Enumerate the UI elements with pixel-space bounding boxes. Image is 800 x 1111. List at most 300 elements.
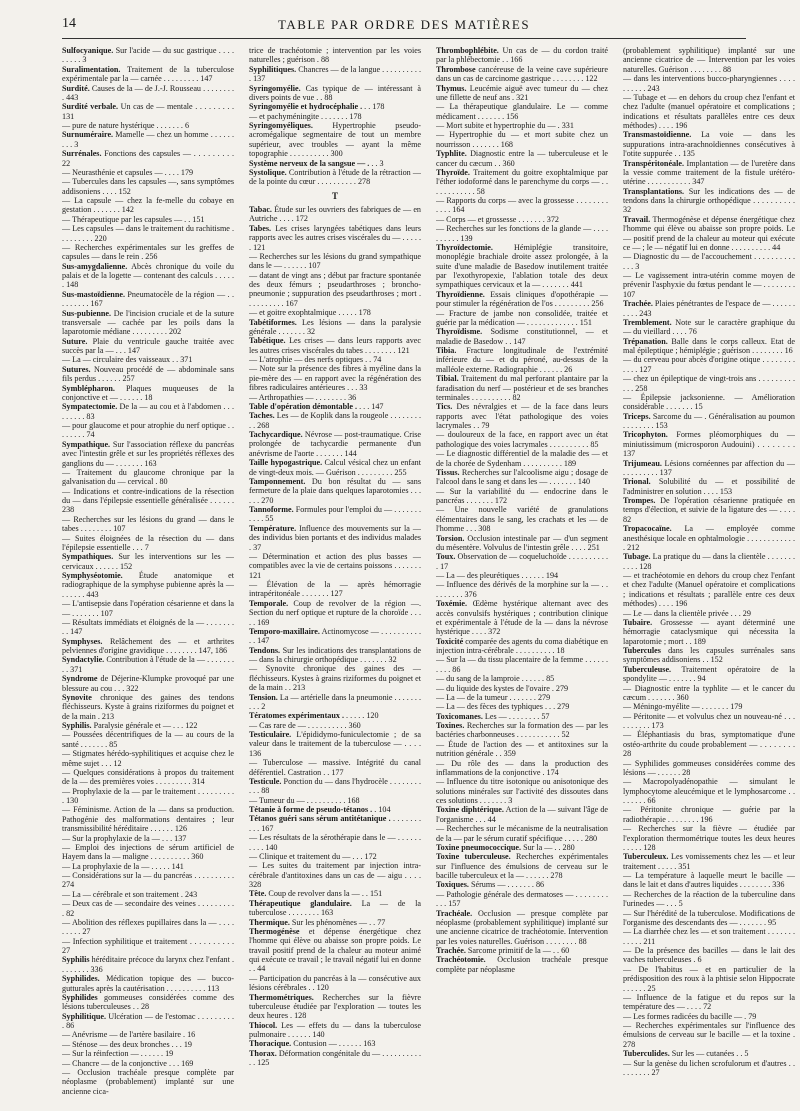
- index-entry: — La — de la tumeur . . . . . . . 279: [436, 692, 551, 702]
- entry-text: Influence des mouvements sur la — des individus bien portants et des individus malades . 37: [249, 523, 421, 552]
- index-entry: [436, 168, 608, 196]
- entry-text: Traitement du mal perforant plantaire par la faradisation du nerf — postérieur et de ses branches terminales . . . . . . . . . . 82: [436, 374, 608, 402]
- index-entry: [62, 384, 234, 403]
- index-entry: [436, 805, 608, 824]
- index-entry: — Les formes radicées du bacille — . 79: [623, 1011, 757, 1021]
- index-entry: [62, 402, 234, 421]
- entry-headword: Syphilitique.: [62, 1011, 107, 1021]
- entry-headword: Thyroïdienne.: [436, 289, 485, 299]
- index-entry: — Recherches sur le mécanisme de la neutralisation de la — par le sérum curatif spécifique . . . . . 280: [436, 824, 608, 843]
- entry-headword: Tension.: [249, 692, 278, 702]
- entry-text: Cas typique de — intéressant à divers points de vue . . 88: [249, 83, 421, 102]
- index-entry: [249, 477, 421, 505]
- entry-text: Essais cliniques d'opothérapie — pour stimuler la régénération de l'os . . . . . . . . . 256: [436, 289, 608, 309]
- index-entry: — Influence du titre isotonique ou anisotonique des solutions minérales sur l'activité des dissoutes dans ces solutions . . . . . . . 3: [436, 777, 608, 805]
- index-entry: — Le diagnostic différentiel de la maladie des — et de la chorée de Sydenham . . . . . . . . . . 189: [436, 449, 608, 468]
- index-entry: [249, 1049, 421, 1068]
- entry-text: La — de la tuberculose . . . . . . . . 163: [249, 898, 421, 918]
- entry-headword: Tabac.: [249, 205, 272, 214]
- index-entry: [249, 814, 421, 833]
- index-entry: — Du rôle des — dans la production des inflammations de la conjonctive . 174: [436, 758, 608, 777]
- entry-headword: Tubage.: [623, 552, 651, 562]
- index-entry: — L'antisepsie dans l'opération césarienne et dans la — . . . . . . . 107: [62, 599, 234, 618]
- index-entry: [623, 459, 795, 478]
- entry-text: dans les capsules surrénales sans symptômes addisoniens . . 152: [623, 646, 795, 665]
- entry-headword: Toxine pneumococcique.: [436, 842, 522, 852]
- entry-text: La voie — dans les suppurations intra-arachnoïdiennes consécutives à l'otite suppurée . . 135: [623, 130, 795, 159]
- entry-text: Traitement de la tuberculose expérimentale par la — carnée . . . . . . . . . 147: [62, 64, 234, 84]
- entry-headword: Trachée.: [436, 946, 466, 955]
- entry-headword: Toxicomanes.: [436, 711, 483, 721]
- index-entry: — Recherches sur les fonctions de la glande — . . . . . . . . . . 139: [436, 224, 608, 243]
- entry-headword: Trachéotomie.: [436, 955, 486, 965]
- index-entry: — La — des fèces des typhiques . . . 279: [436, 702, 570, 712]
- index-entry: — et trachéotomie en dehors du croup chez l'enfant et chez l'adulte (Manuel opératoire et complications ; indications et résultats ; parallèle entre ces deux méthodes) . . . . 196: [623, 571, 795, 609]
- entry-text: Les crises laryngées tabétiques dans leurs rapports avec les autres crises viscérales du — . . . . . . 121: [249, 223, 421, 252]
- index-entry: [249, 102, 421, 111]
- entry-text: L'épididymo-funiculectomie ; de sa valeur dans le traitement de la tuberculose — . . . . 136: [249, 730, 421, 758]
- entry-headword: Symphyséotomie.: [62, 571, 123, 580]
- entry-text: Étude sur les ouvriers des fabriques de — en Autriche . . . . 172: [249, 205, 421, 224]
- index-entry: [62, 84, 234, 103]
- index-entry: — L'atrophie — des nerfs optiques . . 74: [249, 355, 382, 364]
- index-entry: — Poussées décentrifiques de la — au cours de la santé . . . . . . . 85: [62, 730, 234, 749]
- entry-headword: Sus-mastoïdienne.: [62, 289, 125, 299]
- entry-text: Sur les indications des — de tendons dans la chirurgie orthopédique . . . . . . . . . . 32: [623, 186, 795, 215]
- index-entry: [436, 843, 608, 852]
- index-entry: [249, 599, 421, 627]
- index-entry: — Deux cas de — secondaire des veines . . . . . . . . . . 82: [62, 899, 234, 918]
- entry-text: Plaques muqueuses de la conjonctive et — . . . . . . 18: [62, 383, 234, 402]
- index-entry: — Mort subite et hypertrophie du — . 331: [436, 121, 574, 130]
- index-entry: [249, 1021, 421, 1040]
- entry-headword: Thyroïdectomie.: [436, 242, 493, 252]
- entry-headword: Syphilides.: [62, 974, 100, 984]
- index-entry: — La — des pleurétiques . . . . . . 194: [436, 571, 559, 580]
- index-entry: — Influence des dérivés de la morphine sur la — . . . . . . . . . 376: [436, 580, 608, 599]
- index-entry: [623, 318, 795, 337]
- index-entry: — La — cérébrale et son traitement . 243: [62, 889, 198, 899]
- entry-headword: Trijumeau.: [623, 458, 662, 468]
- entry-headword: Travail.: [623, 214, 651, 224]
- index-entry: — Le — dans la clientèle privée . . . 29: [623, 608, 751, 618]
- index-entry: — Tubercules dans les capsules —, sans symptômes addisoniens . . . . 152: [62, 177, 234, 196]
- entry-text: Pneumatocèle de la région — . . . . . . . . . 167: [62, 289, 234, 309]
- index-entry: — Stigmates hérédo-syphilitiques et acquise chez le même sujet . . . 12: [62, 749, 234, 768]
- index-entry: — Résultats immédiats et éloignés de la — . . . . . . . . . 147: [62, 617, 234, 637]
- entry-headword: Sympathique.: [62, 439, 111, 449]
- entry-headword: Transmastoïdienne.: [623, 130, 692, 140]
- index-entry: — La diarrhée chez les — et son traitement . . . . . . . . . . . . 211: [623, 927, 795, 946]
- entry-headword: Thoracique.: [249, 1039, 292, 1049]
- index-entry: — pour glaucome et pour atrophie du nerf optique . . . . . . . . 74: [62, 421, 234, 440]
- entry-text: Grossesse — ayant déterminé une hémorragie cataclysmique qui nécessita la laparotomie ; mort . . 189: [623, 617, 795, 646]
- entry-headword: Tissus.: [436, 467, 460, 477]
- entry-text: Névrose — post-traumatique. Crise prolongée de tachycardie permanente d'un anévrisme de l'aorte . . . . . . . 144: [249, 430, 421, 458]
- entry-headword: Trachéale.: [436, 908, 473, 918]
- entry-headword: Tabétique.: [249, 336, 286, 346]
- entry-text: De la — au cou et à l'abdomen . . . . . . . . . 83: [62, 402, 234, 421]
- index-entry: — et pachyméningite . . . . . . . 178: [249, 111, 362, 121]
- page-title: TABLE PAR ORDRE DES MATIÈRES: [277, 17, 531, 32]
- entry-headword: Tachycardique.: [249, 430, 303, 439]
- index-entry: [623, 618, 795, 646]
- index-entry: — Synovite chronique des gaines des — fléchisseurs. Kystes à grains riziformes du poignet et de la main . . 213: [249, 664, 421, 693]
- index-entry: — Élévation de la — après hémorragie intrapéritonéale . . . . . . . 127: [249, 580, 421, 599]
- entry-text: Note sur le caractère graphique du — du vieillard . . . . 76: [623, 317, 795, 337]
- index-entry: — Clinique et traitement du — . . . 172: [249, 851, 377, 861]
- entry-text: Implantation — de l'uretère dans la vessie comme traitement de la fistule urétéro-utérine . . . . . . . . . . . 347: [623, 158, 795, 187]
- entry-text: Plaie du ventricule gauche traitée avec succès par la — . . . 147: [62, 336, 234, 355]
- entry-headword: Syndactylie.: [62, 655, 105, 665]
- entry-text: Causes de la — de J.-J. Rousseau . . . . . . . . . 443: [62, 83, 234, 102]
- entry-headword: Thyroïdisme.: [436, 327, 483, 337]
- entry-text: Paralysie générale et — . . . 122: [91, 721, 198, 730]
- entry-text: Médication topique des — bucco-gutturales après la cautérisation . . . . . . . . . . 113: [62, 974, 234, 993]
- entry-headword: Thermométriques.: [249, 992, 314, 1002]
- index-entry: [249, 927, 421, 974]
- index-entry: [62, 262, 234, 290]
- entry-text: Les — . . . . . . . . 57: [482, 711, 550, 721]
- index-entry: — Recherches sur les lésions du grand sympathique dans le — . . . . . . 107: [249, 251, 421, 271]
- index-entry: — Éléphantiasis du bras, symptomatique d'une ostéo-arthrite du coude probablement — . . . . . . . . 28: [623, 730, 795, 759]
- entry-text: Du bon résultat du — sans fermeture de la plaie dans quelques laparotomies . . . . . . 270: [249, 476, 421, 505]
- index-entry: — chez un épileptique de vingt-trois ans . . . . . . . . . . . . 258: [623, 374, 795, 393]
- index-entry: [249, 336, 421, 355]
- entry-headword: Tabétiformes.: [249, 317, 297, 327]
- entry-text: Les crises — dans leurs rapports avec les autres crises viscérales du tabes . . . . . . . . 121: [249, 336, 421, 355]
- entry-text: Des névralgies et — de la face dans leurs rapports avec l'état pathologique des voies lacrymales . . 79: [436, 402, 608, 430]
- entry-headword: Toux.: [436, 552, 456, 562]
- index-entry: [62, 974, 234, 993]
- index-entry: [249, 646, 421, 665]
- index-entry: — Recherches expérimentales sur les greffes de capsules — dans le rein . 256: [62, 242, 234, 262]
- index-entry: [436, 346, 608, 374]
- index-entry: [249, 224, 421, 252]
- index-entry: [436, 721, 608, 740]
- entry-headword: Syndrome: [62, 674, 98, 684]
- index-entry: — Fracture de jambe non consolidée, traitée et guérie par la médication — . . . . . . . . . . . . . 151: [436, 308, 608, 327]
- index-entry: — Occlusion trachéale presque complète par néoplasme (probablement) implanté sur une ancienne cica-: [62, 1067, 234, 1096]
- entry-text: Traitement du goitre exophtalmique par l'éther iodoformé dans le parenchyme du corps — . . . . . . . . . . . . 58: [436, 167, 608, 196]
- entry-text: Coup de revolver dans la — . . 151: [266, 889, 383, 899]
- index-entry: [62, 721, 234, 730]
- index-entry: — Considérations sur la — du pancréas . . . . . . . . . . 274: [62, 871, 234, 890]
- index-entry: — De la présence des bacilles — dans le lait des vaches tuberculeuses . 6: [623, 946, 795, 965]
- index-entry: — La capsule — chez la fe-melle du cobaye en gestation . . . . . . . 142: [62, 196, 234, 215]
- entry-headword: Triceps.: [623, 411, 651, 421]
- entry-text: Sur l'acide — du suc gastrique . . . . . . . . . 3: [62, 46, 234, 65]
- entry-text: La — employée comme anesthésique locale en ophtalmologie . . . . . . . . . . . . . 212: [623, 524, 795, 552]
- entry-text: De l'incision cruciale et de la suture transversale — cachée par les poils dans la laparotomie médiane . . . . . . . . . 202: [62, 308, 234, 337]
- entry-text: Déformation congénitale du — . . . . . . . . . . . . 125: [249, 1048, 421, 1068]
- index-column-4: [623, 46, 795, 1101]
- entry-text: De l'opération césarienne pratiquée en temps d'élection, et suivie de la ligature des — . . . . 82: [623, 496, 795, 524]
- index-entry: — Arthropathies — . . . . . . . . 36: [249, 392, 357, 402]
- entry-text: cancéreuse de la veine cave supérieure dans un cas de carcinome gastrique . . . . . . . . 122: [436, 64, 608, 84]
- entry-headword: Thymus.: [436, 83, 467, 93]
- entry-text: Balle dans le corps calleux. Etat de mal épileptique ; hémiplégie ; guérison . . . . . . . . 16: [623, 336, 795, 355]
- entry-text: Fonctions des capsules — . . . . . . . . . 22: [62, 149, 234, 168]
- entry-text: Les — de Koplik dans la rougeole . . . . . . . . . . 268: [249, 411, 421, 430]
- entry-headword: Thermique.: [249, 917, 290, 927]
- entry-text: Traitement opératoire de la spondylite — . . . . . . . 94: [623, 664, 795, 684]
- entry-headword: Trompes.: [623, 496, 656, 505]
- entry-headword: Tamponnement.: [249, 476, 306, 486]
- index-entry: [436, 534, 608, 553]
- entry-text: comparée des agents du coma diabétique en injection intra-cérébrale . . . . . . . . . . 18: [436, 636, 608, 655]
- index-entry: [62, 674, 234, 693]
- index-entry: [623, 552, 795, 571]
- index-entry: [249, 524, 421, 552]
- index-entry: — Sur l'hérédité de la tuberculose. Modifications de l'organisme des descendants des — . . . . . . . 95: [623, 908, 795, 927]
- index-entry: [623, 299, 795, 318]
- entry-text: Abcès chronique du voile du palais et de la logette — contenant des calculs . . . . . . 148: [62, 261, 234, 290]
- entry-headword: Tendons.: [249, 645, 281, 655]
- index-entry: trice de trachéotomie ; intervention par les voies naturelles ; guérison . 88: [249, 46, 421, 65]
- entry-headword: Taille hypogastrique.: [249, 458, 323, 468]
- entry-text: Occlusion — presque complète par néoplasme (probablement syphilitique) implanté sur une ancienne cicatrice de trachéotomie. Intervention par les voies naturelles. Guérison . . . . . . . . 88: [436, 908, 608, 946]
- entry-text: Chancres — de la langue . . . . . . . . . . . 137: [249, 64, 421, 84]
- entry-headword: Tétanos guéri sans sérum antitétanique .: [249, 814, 391, 824]
- entry-headword: Toxine diphtérique.: [436, 805, 504, 815]
- index-entry: — Sur la variabilité du — endocrine dans le pancréas . . . . . . . 172: [436, 486, 608, 505]
- entry-text: héréditaire précoce du larynx chez l'enfant . . . . . . . . 336: [62, 955, 234, 974]
- entry-headword: Toxiques.: [436, 880, 469, 890]
- index-entry: — Prophylaxie de la — par le traitement . . . . . . . . . . 130: [62, 786, 234, 805]
- entry-headword: Tubaire.: [623, 617, 653, 627]
- entry-headword: Tuberculides.: [623, 1049, 670, 1059]
- index-entry: [249, 777, 421, 796]
- index-entry: [62, 102, 234, 121]
- index-entry: [249, 505, 421, 524]
- index-entry: — Recherches expérimentales sur l'influence des émulsions de cerveau sur le bacille — et la toxine . 278: [623, 1021, 795, 1049]
- index-entry: — Sur la réinfection — . . . . . . 19: [62, 1049, 174, 1059]
- entry-text: . . 3: [369, 158, 384, 168]
- index-entry: — Participation du pancréas à la — consécutive aux lésions cérébrales . . 120: [249, 973, 421, 993]
- index-entry: — Quelques considérations à propos du traitement de la — des premières voies . . . . . . . . . 314: [62, 767, 234, 787]
- entry-text: Contribution à l'étude de la rétraction — de la pointe du cœur . . . . . . . . . . 278: [249, 167, 421, 187]
- entry-headword: Température.: [249, 523, 297, 533]
- index-entry: [623, 477, 795, 496]
- entry-text: Sérums — . . . . . . . 86: [468, 880, 545, 890]
- entry-text: Occlusion intestinale par — d'un segment du mésentère. Volvulus de l'intestin grêle . . . . 251: [436, 533, 608, 552]
- entry-headword: Thiocol.: [249, 1020, 278, 1030]
- index-entry: — Le vagissement intra-utérin comme moyen de prévenir l'asphyxie du fœtus pendant le — . . . . . . . . 107: [623, 271, 795, 299]
- index-entry: — Diagnostic du — de l'accouchement . . . . . . . . . . . . . 3: [623, 252, 795, 271]
- index-entry: [249, 899, 421, 918]
- page-header: [62, 16, 746, 38]
- entry-text: Fracture longitudinale de l'extrémité inférieure du — et du péroné, au-dessus de la malléole externe. Radiographie . . . . . . 26: [436, 346, 608, 374]
- entry-headword: Surdité.: [62, 83, 90, 93]
- entry-text: La pratique du — dans la clientèle . . . . . . . . . . . 128: [623, 552, 795, 571]
- entry-text: Sur l'association réflexe du pancréas avec l'intestin grêle et sur les propriétés réflexes des ganglions du — . . . . . . . 163: [62, 439, 234, 468]
- index-entry: [436, 552, 608, 571]
- index-entry: [249, 159, 421, 168]
- entry-text: Sarcome primitif de la — . . 60: [465, 946, 570, 955]
- entry-headword: Syringomyélie et hydrocéphalie .: [249, 102, 363, 112]
- index-entry: — Recherches sur la fièvre — étudiée par l'exploration thermométrique toutes les deux heures . . . . . 128: [623, 824, 795, 852]
- index-entry: — Abolition des réflexes pupillaires dans la — . . . . . . . . . 27: [62, 917, 234, 937]
- entry-headword: Syringomyélie.: [249, 83, 301, 93]
- entry-headword: Tannoforme.: [249, 505, 294, 514]
- index-entry: — La température à laquelle meurt le bacille — dans le lait et dans d'autres liquides . . . . . . . . 336: [623, 871, 795, 890]
- index-entry: [62, 365, 234, 384]
- index-entry: [62, 993, 234, 1012]
- index-entry: [623, 524, 795, 552]
- index-entry: [62, 955, 234, 974]
- index-entry: [436, 852, 608, 880]
- index-entry: — La — circulaire des vaisseaux . . 371: [62, 355, 193, 365]
- entry-headword: Thorax.: [249, 1048, 277, 1058]
- entry-text: Recherches sur la formation des — par les bactéries charbonneuses . . . . . . . . . . . 52: [436, 721, 608, 740]
- entry-text: Calcul vésical chez un enfant de vingt-deux mois. — Guérison . . . . . . . . . 255: [249, 458, 421, 477]
- index-entry: [249, 918, 421, 927]
- index-entry: — Méningo-myélite — . . . . . . . 179: [623, 702, 743, 712]
- entry-text: Relâchement des — et arthrites pelviennes d'origine gravidique . . . . . . . . 147, 186: [62, 636, 234, 655]
- index-entry: — Tuberculose — massive. Intégrité du canal déférentiel. Castration . . 177: [249, 758, 421, 777]
- index-entry: [249, 65, 421, 84]
- entry-text: Plaies pénétrantes de l'espace de — . . . . . . . . . . 243: [623, 299, 795, 318]
- index-entry: — La thérapeutique glandulaire. Le — comme médicament . . . . . . . 156: [436, 102, 608, 121]
- index-entry: [249, 889, 421, 898]
- index-entry: [436, 712, 608, 721]
- index-entry: [249, 730, 421, 758]
- index-entry: — Péritonite — et volvulus chez un nouveau-né . . . . . . . . . . 173: [623, 711, 795, 730]
- page-number: 14: [62, 16, 76, 31]
- index-entry: — Recherches sur les lésions du grand — dans le tabes . . . . . . . . 107: [62, 514, 234, 534]
- index-entry: [623, 1049, 795, 1058]
- index-entry: — Macropolyadénopathie — simulant le lymphocytome aleucémique et le lymphosarcome . . . . . . . . 66: [623, 777, 795, 805]
- index-entry: — douloureux de la face, en rapport avec un état pathologique des voies lacrymales . . . . . . . . . . 85: [436, 430, 608, 449]
- entry-headword: Trépanation.: [623, 336, 668, 346]
- index-entry: [62, 637, 234, 656]
- index-entry: — Détermination et action des plus basses — compatibles avec la vie de certains poissons . . . . . . . 121: [249, 551, 421, 580]
- entry-headword: Sus-amygdalienne.: [62, 261, 128, 271]
- entry-headword: Toxicité: [436, 636, 464, 646]
- entry-headword: Syringomyéliques.: [249, 121, 313, 130]
- entry-headword: Tibial.: [436, 374, 459, 384]
- index-entry: [62, 571, 234, 599]
- entry-text: . . . . . 120: [344, 711, 379, 721]
- index-entry: — Chancre — de la conjonctive . . . 169: [62, 1058, 194, 1068]
- entry-text: et dépense énergétique chez l'homme qui élève ou abaisse son propre poids. Le travail positif prend de la chaleur au moteur animé qui exécute ce travail ; le travail négatif lui en donne . . 44: [249, 926, 421, 974]
- index-entry: — Emploi des injections de sérum artificiel de Hayem dans la — maligne . . . . . . . . . . 360: [62, 842, 234, 862]
- entry-text: Occlusion trachéale presque complète par néoplasme: [436, 955, 608, 974]
- index-entry: [62, 693, 234, 721]
- entry-headword: Transplantations.: [623, 186, 685, 196]
- entry-headword: Suralimentation.: [62, 64, 121, 74]
- entry-text: Sur les phénomènes — . . 77: [289, 917, 386, 927]
- entry-headword: Syphilis: [62, 955, 90, 965]
- index-entry: [436, 149, 608, 168]
- index-entry: [436, 909, 608, 947]
- index-entry: [249, 711, 421, 720]
- entry-text: Étude anatomique et radiographique de la symphyse pubienne après la — . . . . . . 443: [62, 571, 234, 599]
- entry-text: Recherches expérimentales sur l'influence des émulsions de cerveau sur le bacille tuberculeux et la — . . . . . . 278: [436, 852, 608, 880]
- entry-text: Sarcome du — . Généralisation au poumon . . . . . . . . 153: [623, 411, 795, 430]
- entry-headword: Trional.: [623, 477, 651, 487]
- index-entry: [62, 65, 234, 84]
- entry-text: chronique des gaines des tendons fléchisseurs. Kyste à grains riziformes du poignet et de la main . 213: [62, 692, 234, 721]
- entry-text: Ulcération — de l'estomac . . . . . . . . . . 86: [62, 1011, 234, 1030]
- index-entry: — du liquide des kystes de l'ovaire . 279: [436, 683, 569, 693]
- entry-headword: Tremblement.: [623, 317, 672, 327]
- index-entry: — Neurasthénie et capsules — . . . . 179: [62, 167, 194, 177]
- entry-text: Solubilité du — et possibilité de l'administrer en solution . . . . 153: [623, 477, 795, 496]
- index-entry: [249, 205, 421, 224]
- entry-headword: Tics.: [436, 402, 453, 412]
- index-entry: — Thérapeutique par les capsules — . . 151: [62, 214, 205, 224]
- index-entry: — Corps — et grossesse . . . . . . . 372: [436, 214, 559, 224]
- index-entry: [249, 627, 421, 646]
- index-entry: — Hypertrophie du — et mort subite chez un nourrisson . . . . . . . 168: [436, 130, 608, 149]
- entry-text: Action de la — suivant l'âge de l'organisme . . . 44: [436, 805, 608, 824]
- index-entry: — Pathologie générale des dermatoses — . . . . . . . . . . . 157: [436, 889, 608, 909]
- entry-text: Actinomycose — . . . . . . . . . . . . 147: [249, 626, 421, 646]
- entry-text: Hypertrophie pseudo-acromégalique segmentaire de tout un membre supérieur, avec troubles — ayant la même topographie . . . . . . . . . . 300: [249, 121, 421, 159]
- entry-headword: Syphilitiques.: [249, 64, 297, 74]
- index-entry: [249, 1039, 421, 1048]
- index-entry: — De l'habitus — et en particulier de la prédisposition des roux à la phtisie selon Hippocrate . . . . . . 25: [623, 964, 795, 993]
- entry-headword: Torsion.: [436, 533, 465, 543]
- index-entry: — Rapports du corps — avec la grossesse . . . . . . . . . . . . 164: [436, 196, 608, 215]
- entry-text: Nouveau procédé de — abdominale sans fils perdus . . . . . . 257: [62, 364, 234, 384]
- entry-headword: Surrénales.: [62, 149, 102, 159]
- index-entry: [249, 993, 421, 1021]
- index-entry: [249, 402, 421, 411]
- index-entry: [436, 84, 608, 103]
- index-entry: [249, 411, 421, 430]
- entry-text: Les vomissements chez les — et leur traitement . . . . . 351: [623, 852, 795, 871]
- entry-headword: Surnuméraire.: [62, 130, 114, 140]
- entry-headword: Toxine tuberculeuse.: [436, 852, 511, 862]
- entry-text: Contribution à l'étude de la — . . . . . . . . . 371: [62, 655, 234, 674]
- entry-headword: Tératomes expérimentaux .: [249, 711, 344, 721]
- index-entry: — Une nouvelle variété de granulations élémentaires dans le sang, les crachats et les — de l'homme . . . 308: [436, 505, 608, 534]
- entry-text: Formes pléomorphiques du — miniutissimum (microsporon Audouini) . . . . . . . . 137: [623, 430, 795, 459]
- index-entry: [249, 318, 421, 337]
- index-entry: (probablement syphilitique) implanté sur une ancienne cicatrice de — Intervention par les voies naturelles. Guérison . . . . . . . . 88: [623, 46, 795, 74]
- entry-text: . 104: [372, 805, 391, 814]
- index-entry: [62, 655, 234, 674]
- index-entry: — Sur la genèse du lichen scrofulorum et d'autres . . . . . . . . . 27: [623, 1058, 795, 1077]
- entry-headword: Synovite: [62, 692, 92, 702]
- index-entry: [623, 852, 795, 871]
- entry-headword: Thrombose: [436, 64, 476, 74]
- index-entry: [623, 187, 795, 215]
- index-entry: [623, 430, 795, 458]
- index-entry: [623, 130, 795, 158]
- index-entry: [436, 46, 608, 65]
- index-entry: — Sténose — des deux bronches . . . 19: [62, 1039, 192, 1049]
- entry-headword: Testiculaire.: [249, 730, 292, 739]
- index-entry: — Féminisme. Action de la — dans sa production. Pathogénie des malformations dentaires ; leur transmissibilité héréditaire . . . . . . 126: [62, 805, 234, 834]
- index-entry: — datant de vingt ans ; début par fracture spontanée des deux fémurs ; pseudarthroses ; broncho-pneumonie ; suppuration des pseudarthroses ; mort . . . . . . . . . . 167: [249, 270, 421, 308]
- entry-text: Sur les indications des transplantations de — dans la chirurgie orthopédique . . . . . . . 32: [249, 645, 421, 664]
- index-entry: [62, 1012, 234, 1031]
- entry-headword: Tuberculeux.: [623, 852, 669, 862]
- index-entry: [62, 290, 234, 309]
- index-entry: — Diagnostic entre la typhlite — et le cancer du cæcum . . . . . . . 360: [623, 683, 795, 702]
- index-column-2: [249, 46, 421, 1101]
- index-entry: — Sur la prophylaxie de la — . . . 137: [62, 833, 187, 843]
- entry-text: Sur les — cutanées . . 5: [669, 1049, 749, 1059]
- index-entry: [436, 599, 608, 637]
- entry-headword: Thyroïde.: [436, 167, 470, 177]
- entry-headword: Thrombophlébite.: [436, 46, 499, 55]
- entry-headword: Symphyses.: [62, 636, 103, 646]
